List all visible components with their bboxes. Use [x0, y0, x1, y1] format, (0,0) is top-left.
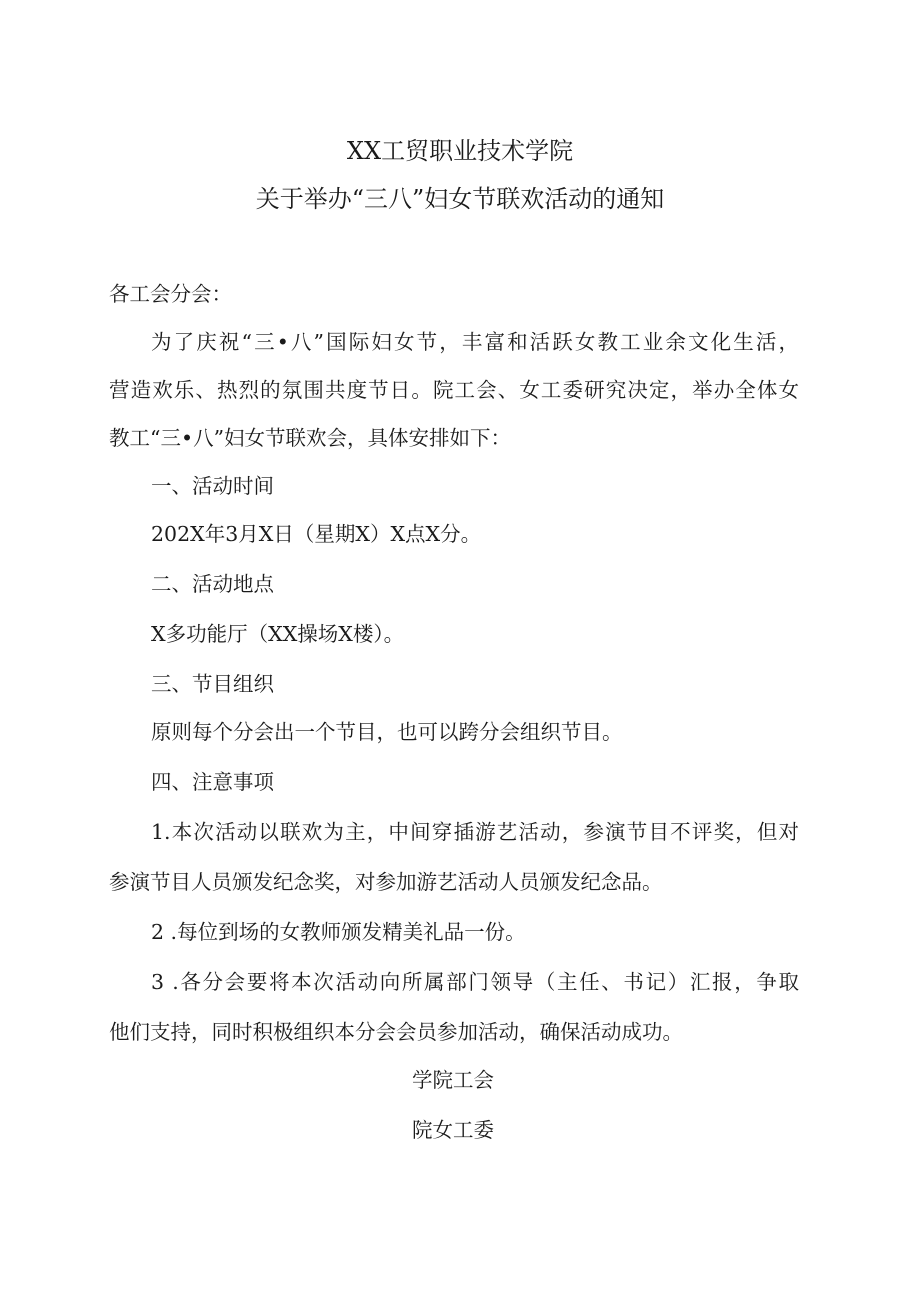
document-title: XX工贸职业技术学院 [346, 137, 574, 165]
intro-line-2: 营造欢乐、热烈的氛围共度节日。院工会、女工委研究决定，举办全体女 [109, 378, 799, 402]
section-place-text: X多功能厅（XX操场X楼）。 [151, 622, 405, 646]
note-3-line-2: 他们支持，同时积极组织本分会会员参加活动，确保活动成功。 [109, 1020, 683, 1044]
intro-line-3: 教工“三•八”妇女节联欢会，具体安排如下： [109, 426, 512, 450]
section-program-heading: 三、节目组织 [151, 672, 274, 696]
document-subtitle: 关于举办“三八”妇女节联欢活动的通知 [255, 185, 665, 213]
signature-org-2: 院女工委 [412, 1118, 494, 1142]
note-1-line-1: 1.本次活动以联欢为主，中间穿插游艺活动，参演节目不评奖，但对 [151, 820, 799, 844]
note-2: 2 .每位到场的女教师颁发精美礼品一份。 [151, 920, 526, 944]
section-program-text: 原则每个分会出一个节目，也可以跨分会组织节目。 [151, 720, 623, 744]
intro-line-1: 为了庆祝“三•八”国际妇女节，丰富和活跃女教工业余文化生活， [151, 330, 799, 354]
salutation: 各工会分会： [109, 282, 232, 306]
section-time-heading: 一、活动时间 [151, 474, 274, 498]
section-notes-heading: 四、注意事项 [151, 770, 274, 794]
note-1-line-2: 参演节目人员颁发纪念奖，对参加游艺活动人员颁发纪念品。 [109, 870, 663, 894]
section-time-text: 202X年3月X日（星期X）X点X分。 [151, 522, 482, 546]
note-3-line-1: 3 .各分会要将本次活动向所属部门领导（主任、书记）汇报，争取 [151, 970, 799, 994]
signature-org-1: 学院工会 [412, 1068, 494, 1092]
section-place-heading: 二、活动地点 [151, 572, 274, 596]
